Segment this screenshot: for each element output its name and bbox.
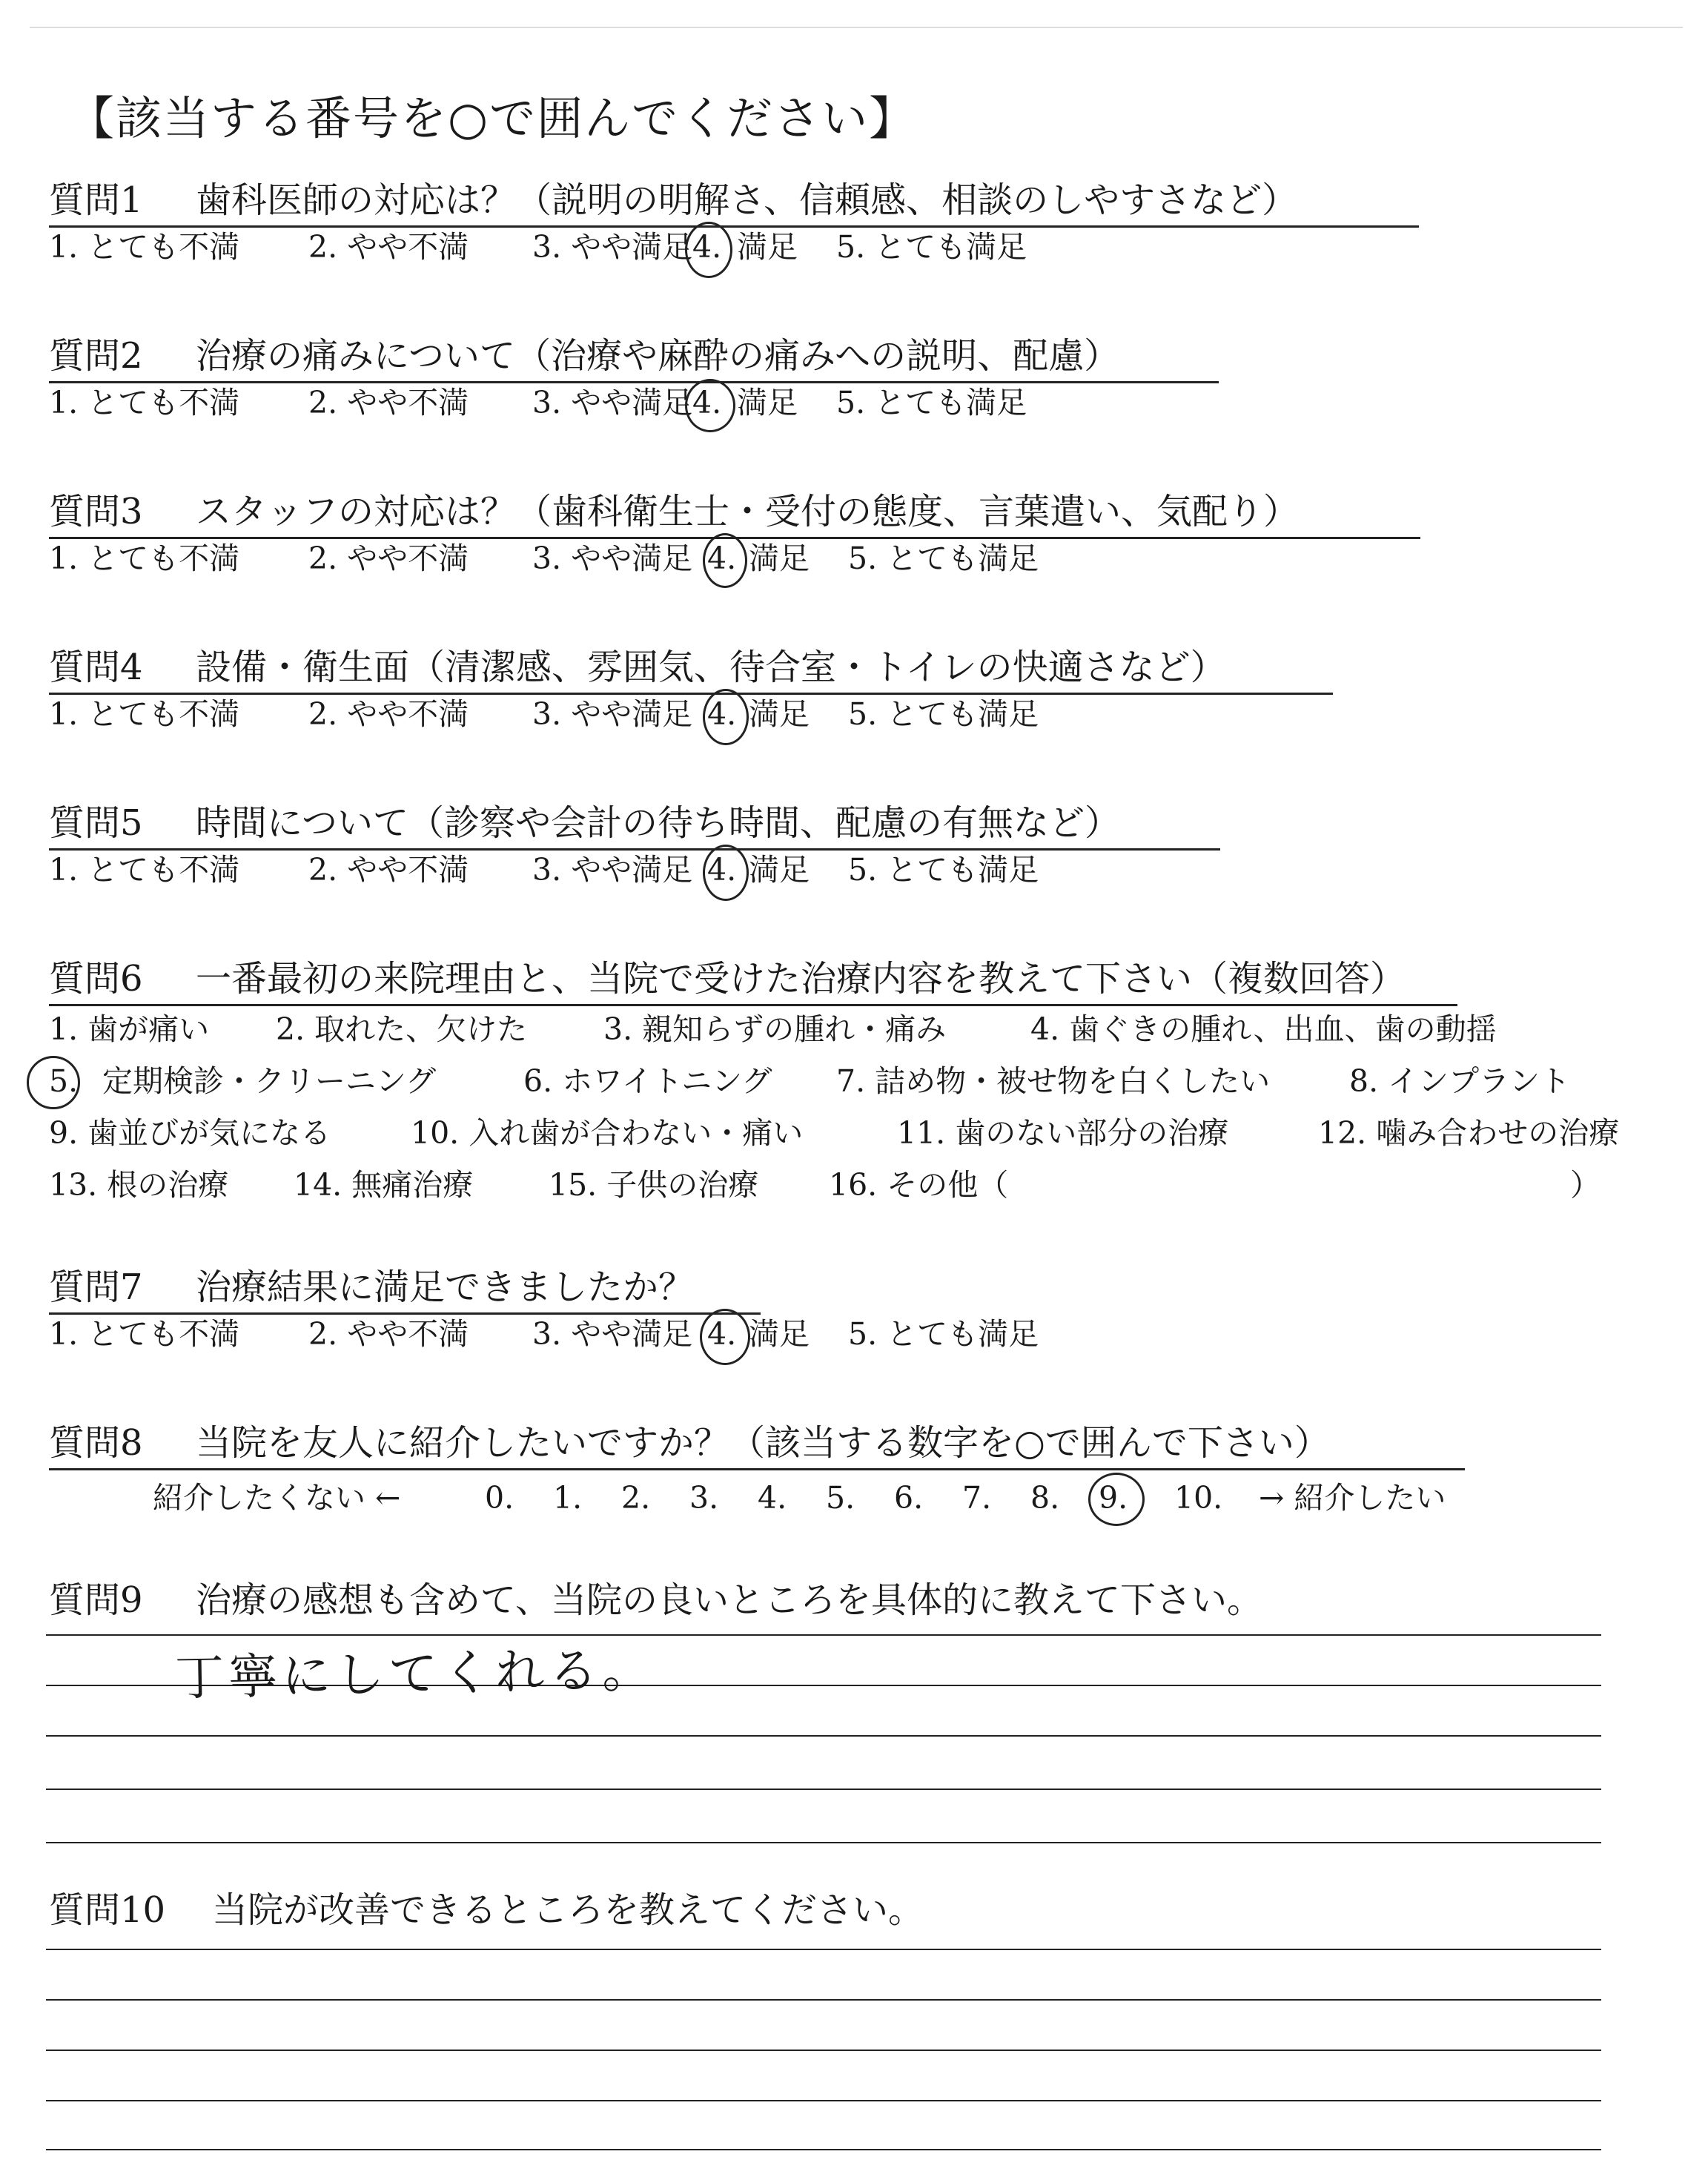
question-underline xyxy=(49,225,1419,228)
option-5[interactable]: 5. とても満足 xyxy=(848,1316,1039,1352)
option-5[interactable]: 5. とても満足 xyxy=(836,385,1027,420)
option-2[interactable]: 2. やや不満 xyxy=(308,541,469,576)
answer-line[interactable] xyxy=(46,1949,1601,1950)
q6-row-3 xyxy=(49,1115,1620,1170)
option-2[interactable]: 2. やや不満 xyxy=(308,1316,469,1352)
recommend-right-label: → 紹介したい xyxy=(1259,1480,1446,1516)
question-4 xyxy=(49,647,1333,732)
question-6 xyxy=(49,958,1457,1006)
page-top-edge xyxy=(30,27,1683,28)
question-4-heading xyxy=(49,647,1333,688)
question-underline xyxy=(49,1468,1465,1470)
option-4-selected[interactable] xyxy=(707,541,749,576)
score-5[interactable]: 5. xyxy=(826,1480,855,1516)
question-underline xyxy=(49,1004,1457,1006)
option-4-text: 満足 xyxy=(737,229,798,265)
answer-options xyxy=(49,541,1420,576)
option-1[interactable]: 1. とても不満 xyxy=(49,696,240,732)
question-1 xyxy=(49,179,1419,265)
question-number: 質問8 xyxy=(49,1422,143,1464)
question-underline xyxy=(49,381,1219,383)
option-4-text: 満足 xyxy=(737,385,798,420)
option-3[interactable]: 3. やや満足 xyxy=(532,696,693,732)
reason-4[interactable]: 4. 歯ぐきの腫れ、出血、歯の動揺 xyxy=(1030,1011,1497,1047)
question-number: 質問10 xyxy=(49,1889,166,1931)
option-1[interactable]: 1. とても不満 xyxy=(49,229,240,265)
question-text: 治療の痛みについて（治療や麻酔の痛みへの説明、配慮） xyxy=(196,335,1120,377)
score-3[interactable]: 3. xyxy=(689,1480,719,1516)
question-8-heading xyxy=(49,1422,1465,1464)
score-4[interactable]: 4. xyxy=(758,1480,787,1516)
answer-line[interactable] xyxy=(46,2100,1601,2101)
reason-9[interactable]: 9. 歯並びが気になる xyxy=(49,1115,331,1151)
reason-5-selected[interactable] xyxy=(49,1063,102,1118)
question-2-heading xyxy=(49,335,1219,377)
reason-16-close-paren: ） xyxy=(1570,1167,1601,1203)
reason-16[interactable]: 16. その他（ xyxy=(829,1167,1009,1203)
question-underline xyxy=(49,693,1333,695)
question-underline xyxy=(49,1312,761,1315)
option-4-label: 4. xyxy=(707,852,737,888)
answer-line[interactable] xyxy=(46,1999,1601,2001)
question-number: 質問7 xyxy=(49,1266,143,1308)
question-5 xyxy=(49,802,1220,888)
question-number: 質問2 xyxy=(49,335,143,377)
option-4-selected[interactable] xyxy=(707,696,749,732)
option-3[interactable]: 3. やや満足 xyxy=(532,852,693,888)
question-8 xyxy=(49,1422,1465,1470)
option-2[interactable]: 2. やや不満 xyxy=(308,696,469,732)
score-2[interactable]: 2. xyxy=(621,1480,651,1516)
answer-line[interactable] xyxy=(46,1789,1601,1790)
option-5[interactable]: 5. とても満足 xyxy=(848,541,1039,576)
question-number: 質問6 xyxy=(49,958,143,1000)
option-5[interactable]: 5. とても満足 xyxy=(836,229,1027,265)
answer-line[interactable] xyxy=(46,2050,1601,2051)
question-7-heading xyxy=(49,1266,1039,1308)
answer-options xyxy=(49,852,1220,888)
question-text: 一番最初の来院理由と、当院で受けた治療内容を教えて下さい（複数回答） xyxy=(196,958,1406,1000)
q6-options xyxy=(49,1011,1620,1222)
question-number: 質問4 xyxy=(49,647,143,688)
selection-circle xyxy=(1088,1473,1145,1526)
score-0[interactable]: 0. xyxy=(485,1480,514,1516)
reason-8[interactable]: 8. インプラント xyxy=(1349,1063,1571,1099)
question-number: 質問5 xyxy=(49,802,143,844)
option-4-selected[interactable] xyxy=(707,1316,749,1352)
recommend-left-label: 紹介したくない ← xyxy=(153,1480,401,1516)
reason-5-label: 5. xyxy=(49,1063,79,1099)
score-7[interactable]: 7. xyxy=(962,1480,992,1516)
reason-5-text: 定期検診・クリーニング xyxy=(102,1063,437,1099)
option-4-label: 4. xyxy=(692,229,722,265)
question-text: スタッフの対応は？（歯科衛生士・受付の態度、言葉遣い、気配り） xyxy=(196,491,1300,532)
selection-circle xyxy=(685,379,735,432)
option-2[interactable]: 2. やや不満 xyxy=(308,852,469,888)
reason-14[interactable]: 14. 無痛治療 xyxy=(294,1167,474,1203)
reason-12[interactable]: 12. 噛み合わせの治療 xyxy=(1318,1115,1620,1151)
page-title: 【該当する番号を○で囲んでください】 xyxy=(68,91,917,145)
question-underline xyxy=(49,848,1220,851)
question-text: 治療結果に満足できましたか？ xyxy=(196,1266,695,1308)
option-4-text: 満足 xyxy=(749,852,810,888)
reason-15[interactable]: 15. 子供の治療 xyxy=(549,1167,759,1203)
question-text: 時間について（診察や会計の待ち時間、配慮の有無など） xyxy=(196,802,1121,844)
selection-circle xyxy=(27,1056,80,1109)
question-6-heading xyxy=(49,958,1457,1000)
reason-13[interactable]: 13. 根の治療 xyxy=(49,1167,229,1203)
selection-circle xyxy=(703,533,747,588)
option-3[interactable]: 3. やや満足 xyxy=(532,1316,693,1352)
question-7 xyxy=(49,1266,1039,1352)
question-9-heading xyxy=(49,1579,1263,1621)
option-5[interactable]: 5. とても満足 xyxy=(848,852,1039,888)
option-1[interactable]: 1. とても不満 xyxy=(49,1316,240,1352)
selection-circle xyxy=(703,845,749,901)
option-4-text: 満足 xyxy=(749,696,810,732)
selection-circle xyxy=(703,689,749,745)
score-10[interactable]: 10. xyxy=(1174,1480,1223,1516)
question-10 xyxy=(49,1889,924,1931)
question-1-heading xyxy=(49,179,1419,221)
selection-circle xyxy=(685,222,732,278)
option-1[interactable]: 1. とても不満 xyxy=(49,852,240,888)
reason-6[interactable]: 6. ホワイトニング xyxy=(523,1063,772,1099)
score-8[interactable]: 8. xyxy=(1030,1480,1060,1516)
question-text: 治療の感想も含めて、当院の良いところを具体的に教えて下さい。 xyxy=(196,1579,1263,1621)
reason-1[interactable]: 1. 歯が痛い xyxy=(49,1011,210,1047)
reason-3[interactable]: 3. 親知らずの腫れ・痛み xyxy=(603,1011,947,1047)
answer-line[interactable] xyxy=(46,1842,1601,1843)
option-1[interactable]: 1. とても不満 xyxy=(49,541,240,576)
option-4-selected[interactable] xyxy=(692,385,737,420)
option-2[interactable]: 2. やや不満 xyxy=(308,229,469,265)
reason-2[interactable]: 2. 取れた、欠けた xyxy=(276,1011,528,1047)
option-4-label: 4. xyxy=(707,1316,737,1352)
option-4-label: 4. xyxy=(707,696,737,732)
question-number: 質問1 xyxy=(49,179,143,221)
option-1[interactable]: 1. とても不満 xyxy=(49,385,240,420)
recommend-scale xyxy=(153,1480,1446,1516)
score-9-selected[interactable] xyxy=(1099,1480,1174,1516)
question-text: 設備・衛生面（清潔感、雰囲気、待合室・トイレの快適さなど） xyxy=(196,647,1226,688)
option-4-text: 満足 xyxy=(749,541,810,576)
answer-line[interactable] xyxy=(46,2149,1601,2150)
score-6[interactable]: 6. xyxy=(894,1480,924,1516)
question-number: 質問3 xyxy=(49,491,143,532)
question-2 xyxy=(49,335,1219,420)
option-3[interactable]: 3. やや満足 xyxy=(532,541,693,576)
question-10-heading xyxy=(49,1889,924,1931)
question-3-heading xyxy=(49,491,1420,532)
question-9 xyxy=(49,1579,1263,1621)
option-3[interactable]: 3. やや満足 xyxy=(532,229,693,265)
reason-7[interactable]: 7. 詰め物・被せ物を白くしたい xyxy=(836,1063,1271,1099)
question-text: 当院を友人に紹介したいですか？（該当する数字を○で囲んで下さい） xyxy=(196,1422,1330,1464)
reason-10[interactable]: 10. 入れ歯が合わない・痛い xyxy=(411,1115,804,1151)
option-5[interactable]: 5. とても満足 xyxy=(848,696,1039,732)
question-number: 質問9 xyxy=(49,1579,143,1621)
score-1[interactable]: 1. xyxy=(553,1480,583,1516)
question-3 xyxy=(49,491,1420,576)
selection-circle xyxy=(700,1309,750,1365)
answer-line[interactable] xyxy=(46,1735,1601,1737)
answer-options xyxy=(49,385,1219,420)
question-text: 歯科医師の対応は？（説明の明解さ、信頼感、相談のしやすさなど） xyxy=(196,179,1298,221)
option-4-label: 4. xyxy=(692,385,722,420)
option-4-selected[interactable] xyxy=(692,229,737,265)
score-9-label: 9. xyxy=(1099,1480,1128,1516)
answer-line[interactable] xyxy=(46,1634,1601,1636)
answer-options xyxy=(49,696,1333,732)
q6-row-2 xyxy=(49,1063,1619,1118)
question-5-heading xyxy=(49,802,1220,844)
option-3[interactable]: 3. やや満足 xyxy=(532,385,693,420)
q9-handwritten-answer: 丁寧にしてくれる。 xyxy=(174,1641,656,1707)
option-4-text: 満足 xyxy=(749,1316,810,1352)
option-2[interactable]: 2. やや不満 xyxy=(308,385,469,420)
q6-row-4 xyxy=(49,1167,1619,1222)
question-text: 当院が改善できるところを教えてください。 xyxy=(212,1889,924,1931)
q6-row-1 xyxy=(49,1011,1619,1066)
option-4-selected[interactable] xyxy=(707,852,749,888)
answer-options xyxy=(49,229,1419,265)
option-4-label: 4. xyxy=(707,541,737,576)
reason-11[interactable]: 11. 歯のない部分の治療 xyxy=(897,1115,1229,1151)
answer-options xyxy=(49,1316,1039,1352)
